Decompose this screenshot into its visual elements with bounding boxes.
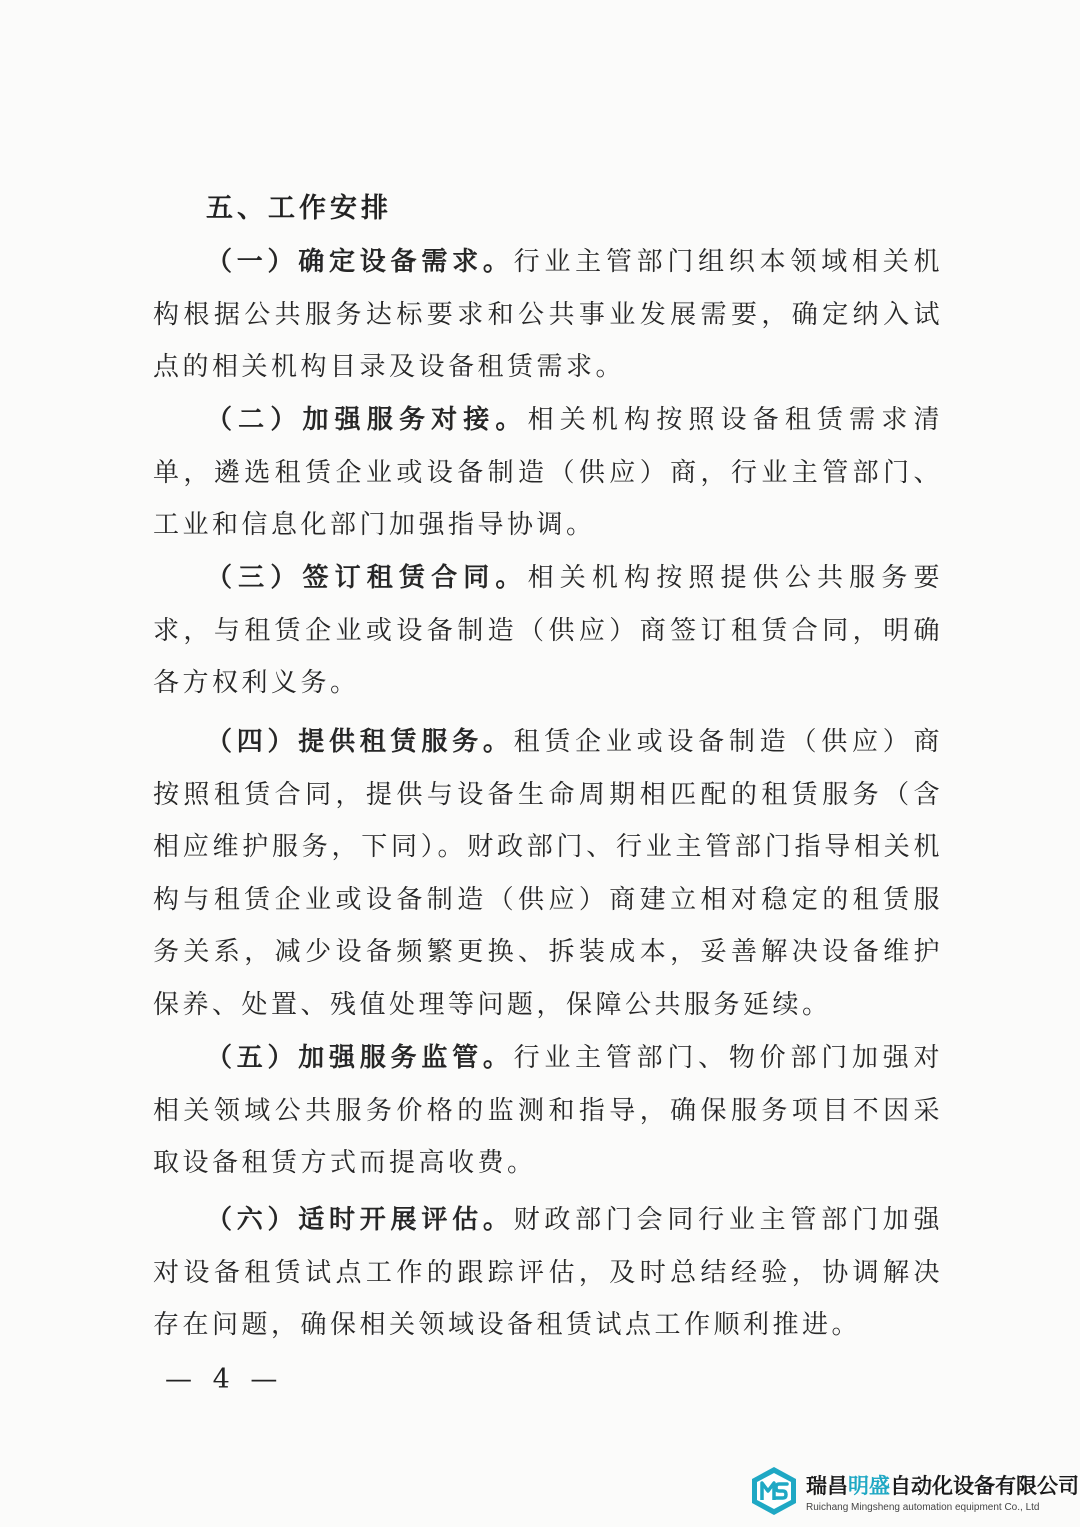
company-prefix: 瑞昌 [806,1473,848,1498]
paragraph-1 [153,236,943,394]
paragraph-1-lead: （一）确定设备需求。 [206,247,514,277]
ms-logo-icon [748,1465,800,1517]
paragraph-6 [153,1194,943,1352]
paragraph-4-text: 租赁企业或设备制造（供应）商按照租赁合同，提供与设备生命周期相匹配的租赁服务（含相应维护服务，下同）。财政部门、行业主管部门指导相关机构与租赁企业或设备制造（供应）商建立相对稳定的租赁服务关系，减少设备频繁更换、拆装成本，妥善解决设备维护保养、处置、残值处理等问题，保障公共服务延续。 [153,727,943,1020]
paragraph-3-text: 相关机构按照提供公共服务要求，与租赁企业或设备制造（供应）商签订租赁合同，明确各方权利义务。 [153,563,943,698]
company-suffix: 自动化设备有限公司 [890,1473,1079,1498]
paragraph-6-text: 财政部门会同行业主管部门加强对设备租赁试点工作的跟踪评估，及时总结经验，协调解决存在问题，确保相关领域设备租赁试点工作顺利推进。 [153,1205,943,1340]
company-accent: 明盛 [848,1473,890,1498]
company-watermark [748,1455,1080,1527]
paragraph-1-text: 行业主管部门组织本领域相关机构根据公共服务达标要求和公共事业发展需要，确定纳入试点的相关机构目录及设备租赁需求。 [153,247,943,382]
paragraph-2-text: 相关机构按照设备租赁需求清单，遴选租赁企业或设备制造（供应）商，行业主管部门、工业和信息化部门加强指导协调。 [153,405,943,540]
paragraph-4-lead: （四）提供租赁服务。 [206,727,514,757]
paragraph-5-lead: （五）加强服务监管。 [206,1043,514,1073]
paragraph-5 [153,1032,943,1190]
paragraph-5-text: 行业主管部门、物价部门加强对相关领域公共服务价格的监测和指导，确保服务项目不因采取设备租赁方式而提高收费。 [153,1043,943,1178]
paragraph-2 [153,394,943,552]
section-heading: 五、工作安排 [206,193,392,224]
paragraph-3-lead: （三）签订租赁合同。 [206,563,528,593]
paragraph-2-lead: （二）加强服务对接。 [206,405,528,435]
paragraph-4 [153,716,943,1031]
paragraph-3 [153,552,943,710]
paragraph-6-lead: （六）适时开展评估。 [206,1205,514,1235]
watermark-text [806,1470,1079,1513]
page-number: — 4 — [165,1364,284,1395]
company-name-en: Ruichang Mingsheng automation equipment Co., Ltd [806,1501,1040,1513]
company-name-cn [806,1470,1079,1500]
